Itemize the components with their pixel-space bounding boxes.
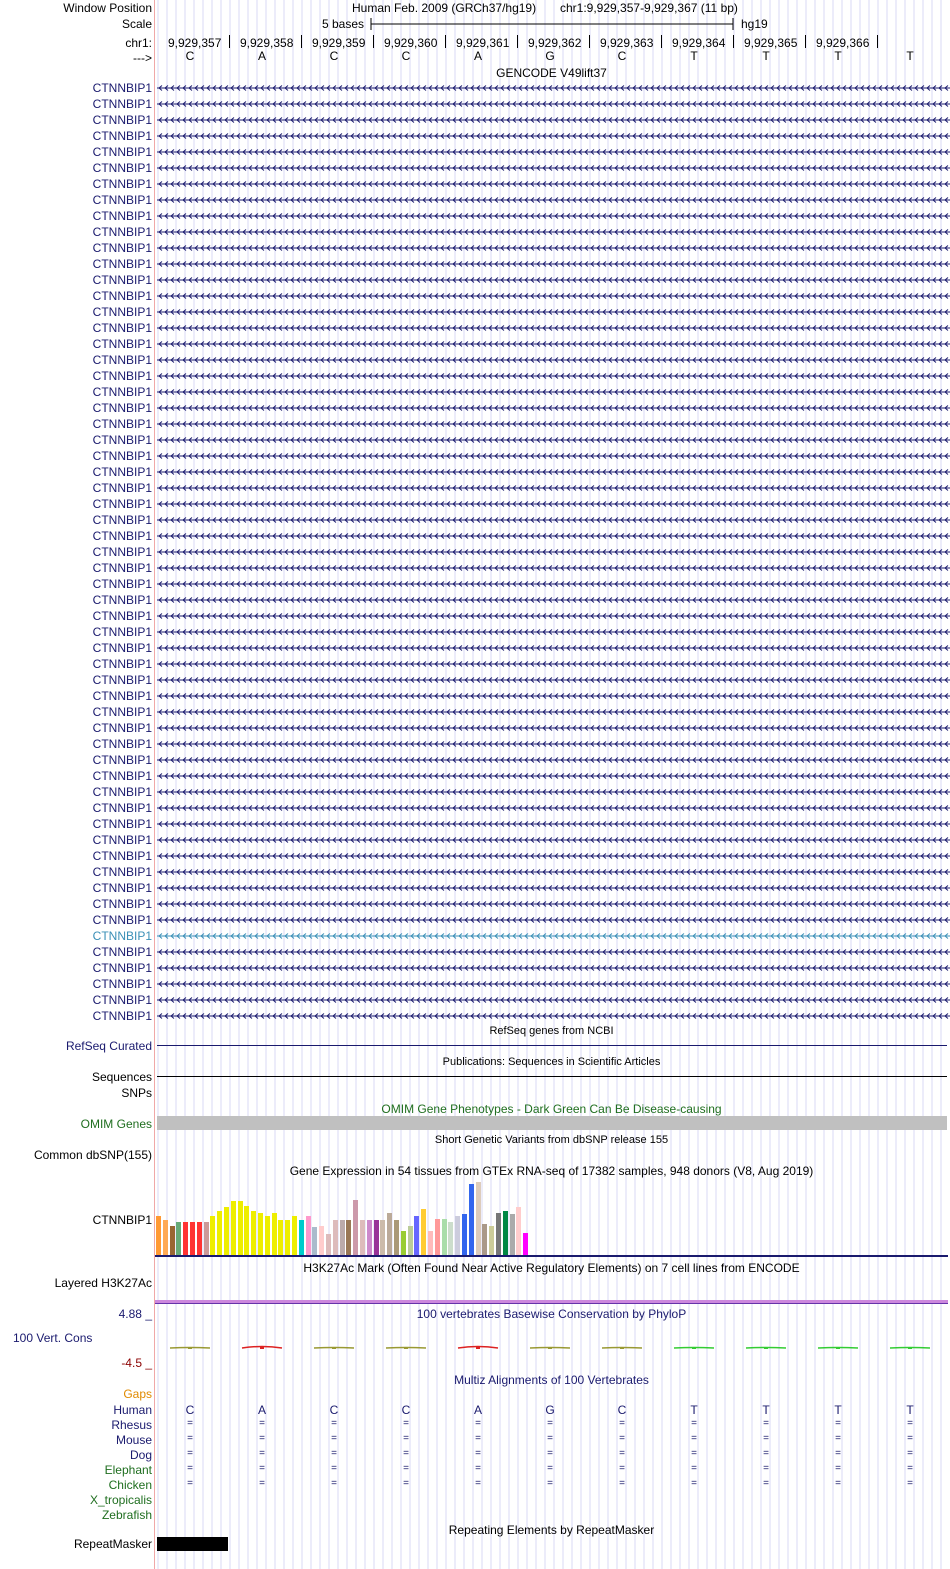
ruler-tick-mark — [661, 35, 662, 48]
gtex-tissue-bar[interactable] — [333, 1220, 338, 1256]
multiz-match-symbol: = — [763, 1478, 769, 1489]
gtex-tissue-bar[interactable] — [224, 1207, 229, 1256]
reference-base: T — [906, 49, 914, 63]
multiz-species-label[interactable]: Dog — [129, 1448, 152, 1462]
gtex-tissue-bar[interactable] — [360, 1220, 365, 1256]
dbsnp-label[interactable]: Common dbSNP(155) — [33, 1148, 152, 1162]
gencode-transcript-label[interactable]: CTNNBIP1 — [92, 145, 152, 159]
gtex-tissue-bar[interactable] — [176, 1222, 181, 1256]
gencode-transcript-label[interactable]: CTNNBIP1 — [92, 961, 152, 975]
gencode-transcript-label[interactable]: CTNNBIP1 — [92, 273, 152, 287]
gencode-transcript-label[interactable]: CTNNBIP1 — [92, 977, 152, 991]
reference-base: G — [545, 49, 555, 63]
phylop-min: -4.5 _ — [121, 1356, 152, 1370]
gtex-track-title: Gene Expression in 54 tissues from GTEx RNA-seq of 17382 samples, 948 donors (V8, Aug 2019) — [289, 1164, 814, 1178]
multiz-species-label[interactable]: Rhesus — [111, 1418, 152, 1432]
gtex-tissue-bar[interactable] — [163, 1220, 168, 1256]
gencode-transcript-label[interactable]: CTNNBIP1 — [92, 913, 152, 927]
publications-snps-label[interactable]: SNPs — [121, 1086, 152, 1100]
publications-track-title: Publications: Sequences in Scientific Articles — [442, 1056, 661, 1068]
multiz-match-symbol: = — [619, 1418, 625, 1429]
gencode-transcript-label[interactable]: CTNNBIP1 — [92, 81, 152, 95]
multiz-match-symbol: = — [907, 1433, 913, 1444]
gtex-tissue-bar[interactable] — [306, 1216, 311, 1256]
multiz-match-symbol: = — [331, 1463, 337, 1474]
multiz-track-title: Multiz Alignments of 100 Vertebrates — [454, 1373, 649, 1387]
multiz-match-symbol: = — [907, 1448, 913, 1459]
multiz-human-base: T — [834, 1403, 842, 1417]
multiz-gaps-label: Gaps — [123, 1387, 152, 1401]
gtex-tissue-bar[interactable] — [258, 1213, 263, 1256]
gencode-transcript-label[interactable]: CTNNBIP1 — [92, 241, 152, 255]
phylop-track-title: 100 vertebrates Basewise Conservation by PhyloP — [416, 1307, 687, 1321]
gencode-transcript-label[interactable]: CTNNBIP1 — [92, 289, 152, 303]
gencode-transcript-label[interactable]: CTNNBIP1 — [92, 417, 152, 431]
ruler-tick-mark — [301, 35, 302, 48]
gencode-transcript-label[interactable]: CTNNBIP1 — [92, 529, 152, 543]
multiz-match-symbol: = — [259, 1448, 265, 1459]
phylop-base-marker — [548, 1347, 552, 1349]
ruler-tick-label: 9,929,361 — [456, 36, 510, 50]
gencode-transcript-label[interactable]: CTNNBIP1 — [92, 785, 152, 799]
multiz-match-symbol: = — [691, 1433, 697, 1444]
multiz-match-symbol: = — [547, 1448, 553, 1459]
gtex-tissue-bar[interactable] — [414, 1216, 419, 1256]
multiz-match-symbol: = — [619, 1448, 625, 1459]
gencode-transcript-label[interactable]: CTNNBIP1 — [92, 385, 152, 399]
gtex-tissue-bar[interactable] — [340, 1220, 345, 1256]
multiz-match-symbol: = — [763, 1463, 769, 1474]
ruler-tick-label: 9,929,359 — [312, 36, 366, 50]
multiz-match-symbol: = — [331, 1418, 337, 1429]
phylop-base-marker — [620, 1347, 624, 1349]
multiz-match-symbol: = — [835, 1463, 841, 1474]
gtex-tissue-bar[interactable] — [272, 1213, 277, 1256]
gtex-tissue-bar[interactable] — [278, 1220, 283, 1256]
multiz-match-symbol: = — [547, 1433, 553, 1444]
gencode-transcript-label[interactable]: CTNNBIP1 — [92, 769, 152, 783]
ruler-tick-label: 9,929,363 — [600, 36, 654, 50]
reference-base: C — [617, 49, 627, 63]
ruler-tick-mark — [373, 35, 374, 48]
gencode-transcript-label[interactable]: CTNNBIP1 — [92, 369, 152, 383]
multiz-match-symbol: = — [835, 1433, 841, 1444]
scale-bar — [368, 16, 738, 32]
multiz-match-symbol: = — [403, 1478, 409, 1489]
phylop-signal[interactable] — [155, 1320, 950, 1370]
ruler-tick-label: 9,929,365 — [744, 36, 798, 50]
multiz-match-symbol: = — [259, 1463, 265, 1474]
multiz-human-base: G — [545, 1403, 555, 1417]
gtex-tissue-bar[interactable] — [156, 1216, 161, 1256]
phylop-base-marker — [764, 1347, 768, 1349]
reference-base: T — [690, 49, 698, 63]
gencode-transcript-label[interactable]: CTNNBIP1 — [92, 209, 152, 223]
gtex-tissue-bar[interactable] — [170, 1226, 175, 1256]
gencode-transcript-label[interactable]: CTNNBIP1 — [92, 657, 152, 671]
ruler-tick-mark — [589, 35, 590, 48]
multiz-match-symbol: = — [763, 1448, 769, 1459]
multiz-match-symbol: = — [331, 1433, 337, 1444]
multiz-human-base: T — [690, 1403, 698, 1417]
gtex-expression-chart[interactable] — [155, 1180, 555, 1256]
gtex-tissue-bar[interactable] — [428, 1231, 433, 1256]
multiz-match-symbol: = — [907, 1463, 913, 1474]
multiz-match-symbol: = — [475, 1463, 481, 1474]
gencode-transcript-label[interactable]: CTNNBIP1 — [92, 817, 152, 831]
ruler-tick-label: 9,929,366 — [816, 36, 870, 50]
multiz-human-base: C — [401, 1403, 411, 1417]
phylop-base-marker — [692, 1347, 696, 1349]
ruler-tick-mark — [733, 35, 734, 48]
gencode-transcript-label[interactable]: CTNNBIP1 — [92, 177, 152, 191]
gtex-tissue-bar[interactable] — [510, 1214, 515, 1256]
gencode-transcript-label[interactable]: CTNNBIP1 — [92, 193, 152, 207]
multiz-species-label[interactable]: X_tropicalis — [89, 1493, 152, 1507]
omim-gene-bar[interactable] — [157, 1116, 947, 1130]
gencode-transcript-label[interactable]: CTNNBIP1 — [92, 305, 152, 319]
repeatmasker-track-title: Repeating Elements by RepeatMasker — [448, 1523, 655, 1537]
gencode-transcript-label[interactable]: CTNNBIP1 — [92, 897, 152, 911]
strand-label: ---> — [133, 51, 152, 65]
refseq-track-title: RefSeq genes from NCBI — [489, 1025, 614, 1037]
multiz-human-base: C — [329, 1403, 339, 1417]
gencode-transcripts[interactable] — [155, 80, 950, 1026]
gtex-gene-line — [155, 1255, 948, 1257]
phylop-base-marker — [260, 1347, 264, 1349]
gencode-transcript-label[interactable]: CTNNBIP1 — [92, 465, 152, 479]
phylop-base-marker — [188, 1347, 192, 1349]
gencode-transcript-label[interactable]: CTNNBIP1 — [92, 113, 152, 127]
multiz-species-label[interactable]: Elephant — [104, 1463, 152, 1477]
gencode-transcript-label[interactable]: CTNNBIP1 — [92, 993, 152, 1007]
multiz-match-symbol: = — [259, 1433, 265, 1444]
gencode-transcript-label[interactable]: CTNNBIP1 — [92, 577, 152, 591]
multiz-species-label[interactable]: Human — [113, 1403, 152, 1417]
multiz-match-symbol: = — [403, 1448, 409, 1459]
gencode-transcript-label[interactable]: CTNNBIP1 — [92, 721, 152, 735]
gtex-tissue-bar[interactable] — [210, 1216, 215, 1256]
multiz-species-label[interactable]: Chicken — [108, 1478, 152, 1492]
multiz-match-symbol: = — [619, 1433, 625, 1444]
gtex-tissue-bar[interactable] — [231, 1201, 236, 1256]
gencode-transcript-label[interactable]: CTNNBIP1 — [92, 737, 152, 751]
gencode-transcript-label[interactable]: CTNNBIP1 — [92, 641, 152, 655]
gencode-transcript-label[interactable]: CTNNBIP1 — [92, 433, 152, 447]
multiz-match-symbol: = — [835, 1418, 841, 1429]
gtex-tissue-bar[interactable] — [197, 1222, 202, 1256]
gtex-tissue-bar[interactable] — [238, 1201, 243, 1256]
gencode-transcript-label[interactable]: CTNNBIP1 — [92, 481, 152, 495]
multiz-match-symbol: = — [619, 1478, 625, 1489]
gtex-tissue-bar[interactable] — [489, 1226, 494, 1256]
multiz-match-symbol: = — [331, 1448, 337, 1459]
phylop-max: 4.88 _ — [118, 1307, 152, 1321]
gtex-tissue-bar[interactable] — [476, 1182, 481, 1256]
gtex-tissue-bar[interactable] — [265, 1216, 270, 1256]
gencode-transcript-label[interactable]: CTNNBIP1 — [92, 257, 152, 271]
gtex-tissue-bar[interactable] — [496, 1213, 501, 1256]
gtex-tissue-bar[interactable] — [448, 1222, 453, 1256]
multiz-match-symbol: = — [403, 1433, 409, 1444]
phylop-base-marker — [404, 1347, 408, 1349]
repeatmasker-element[interactable] — [157, 1537, 228, 1551]
multiz-match-symbol: = — [475, 1448, 481, 1459]
dbsnp-track-title: Short Genetic Variants from dbSNP release 155 — [434, 1134, 669, 1146]
gtex-tissue-bar[interactable] — [380, 1220, 385, 1256]
multiz-match-symbol: = — [187, 1418, 193, 1429]
gtex-tissue-bar[interactable] — [299, 1220, 304, 1256]
position-text[interactable]: chr1:9,929,357-9,929,367 (11 bp) — [560, 1, 738, 15]
multiz-match-symbol: = — [403, 1463, 409, 1474]
gencode-transcript-label[interactable]: CTNNBIP1 — [92, 225, 152, 239]
multiz-match-symbol: = — [187, 1448, 193, 1459]
multiz-match-symbol: = — [691, 1463, 697, 1474]
gencode-transcript-label[interactable]: CTNNBIP1 — [92, 449, 152, 463]
multiz-match-symbol: = — [475, 1418, 481, 1429]
multiz-match-symbol: = — [619, 1463, 625, 1474]
multiz-match-symbol: = — [331, 1478, 337, 1489]
gencode-transcript-label[interactable]: CTNNBIP1 — [92, 849, 152, 863]
gtex-tissue-bar[interactable] — [482, 1224, 487, 1256]
gtex-tissue-bar[interactable] — [435, 1219, 440, 1256]
ruler-tick-mark — [229, 35, 230, 48]
gtex-tissue-bar[interactable] — [455, 1216, 460, 1256]
omim-label[interactable]: OMIM Genes — [80, 1117, 152, 1131]
gencode-transcript-label[interactable]: CTNNBIP1 — [92, 689, 152, 703]
gtex-tissue-bar[interactable] — [217, 1211, 222, 1256]
h3k27ac-label[interactable]: Layered H3K27Ac — [54, 1276, 152, 1290]
gencode-transcript-label[interactable]: CTNNBIP1 — [92, 1009, 152, 1023]
ruler-tick-label: 9,929,364 — [672, 36, 726, 50]
gencode-transcript-label[interactable]: CTNNBIP1 — [92, 401, 152, 415]
ruler-tick-mark — [877, 35, 878, 48]
multiz-human-base: A — [257, 1403, 266, 1417]
gtex-tissue-bar[interactable] — [346, 1220, 351, 1256]
gtex-tissue-bar[interactable] — [204, 1222, 209, 1256]
publications-sequences-label[interactable]: Sequences — [91, 1070, 152, 1084]
gencode-transcript-label[interactable]: CTNNBIP1 — [92, 337, 152, 351]
gtex-tissue-bar[interactable] — [244, 1206, 249, 1256]
gencode-transcript-label[interactable]: CTNNBIP1 — [92, 753, 152, 767]
phylop-base-marker — [332, 1347, 336, 1349]
multiz-match-symbol: = — [547, 1463, 553, 1474]
h3k27ac-track-title: H3K27Ac Mark (Often Found Near Active Regulatory Elements) on 7 cell lines from ENCODE — [303, 1261, 800, 1275]
gencode-transcript-label[interactable]: CTNNBIP1 — [92, 593, 152, 607]
gencode-transcript-label[interactable]: CTNNBIP1 — [92, 801, 152, 815]
gtex-tissue-bar[interactable] — [503, 1211, 508, 1256]
gtex-tissue-bar[interactable] — [421, 1209, 426, 1256]
gencode-transcript-label[interactable]: CTNNBIP1 — [92, 561, 152, 575]
gtex-tissue-bar[interactable] — [190, 1222, 195, 1256]
multiz-human-base: T — [906, 1403, 914, 1417]
gencode-transcript-label[interactable]: CTNNBIP1 — [92, 705, 152, 719]
multiz-match-symbol: = — [187, 1478, 193, 1489]
gtex-tissue-bar[interactable] — [442, 1219, 447, 1256]
gtex-tissue-bar[interactable] — [319, 1226, 324, 1256]
gtex-tissue-bar[interactable] — [394, 1220, 399, 1256]
multiz-match-symbol: = — [547, 1478, 553, 1489]
multiz-match-symbol: = — [475, 1433, 481, 1444]
ruler-tick-mark — [805, 35, 806, 48]
gencode-transcript-label[interactable]: CTNNBIP1 — [92, 609, 152, 623]
gencode-transcript-label[interactable]: CTNNBIP1 — [92, 497, 152, 511]
multiz-match-symbol: = — [187, 1433, 193, 1444]
gtex-tissue-bar[interactable] — [292, 1216, 297, 1256]
multiz-species-label[interactable]: Zebrafish — [101, 1508, 152, 1522]
multiz-match-symbol: = — [835, 1448, 841, 1459]
reference-base: C — [185, 49, 195, 63]
gtex-tissue-bar[interactable] — [387, 1213, 392, 1256]
scale-db: hg19 — [741, 17, 768, 31]
multiz-match-symbol: = — [907, 1418, 913, 1429]
gtex-tissue-bar[interactable] — [516, 1207, 521, 1256]
multiz-match-symbol: = — [763, 1433, 769, 1444]
gencode-track-title: GENCODE V49lift37 — [496, 66, 607, 80]
assembly-text: Human Feb. 2009 (GRCh37/hg19) — [352, 1, 537, 15]
multiz-match-symbol: = — [403, 1418, 409, 1429]
gtex-tissue-bar[interactable] — [523, 1233, 528, 1256]
multiz-match-symbol: = — [763, 1418, 769, 1429]
gtex-tissue-bar[interactable] — [251, 1211, 256, 1256]
ruler-tick-label: 9,929,360 — [384, 36, 438, 50]
refseq-gene-line[interactable] — [157, 1045, 947, 1046]
gencode-transcript-label[interactable]: CTNNBIP1 — [92, 161, 152, 175]
phylop-base-marker — [836, 1347, 840, 1349]
gtex-tissue-bar[interactable] — [326, 1234, 331, 1256]
ruler-tick-label: 9,929,362 — [528, 36, 582, 50]
multiz-match-symbol: = — [907, 1478, 913, 1489]
reference-base: A — [257, 49, 266, 63]
multiz-human-base: T — [762, 1403, 770, 1417]
gencode-transcript-label[interactable]: CTNNBIP1 — [92, 545, 152, 559]
gencode-transcript-label[interactable]: CTNNBIP1 — [92, 97, 152, 111]
reference-base: T — [762, 49, 770, 63]
multiz-match-symbol: = — [475, 1478, 481, 1489]
h3k27ac-baseline — [155, 1303, 948, 1304]
gtex-tissue-bar[interactable] — [408, 1226, 413, 1256]
multiz-human-base: C — [185, 1403, 195, 1417]
publications-line[interactable] — [157, 1076, 947, 1077]
repeatmasker-label[interactable]: RepeatMasker — [73, 1537, 152, 1551]
chrom-label: chr1: — [125, 36, 152, 50]
gtex-tissue-bar[interactable] — [183, 1222, 188, 1256]
multiz-match-symbol: = — [547, 1418, 553, 1429]
scale-text: 5 bases — [322, 17, 365, 31]
gtex-tissue-bar[interactable] — [312, 1227, 317, 1256]
multiz-match-symbol: = — [691, 1418, 697, 1429]
multiz-match-symbol: = — [691, 1448, 697, 1459]
multiz-match-symbol: = — [259, 1418, 265, 1429]
gtex-tissue-bar[interactable] — [285, 1220, 290, 1256]
window-position-label: Window Position — [63, 1, 152, 15]
phylop-base-marker — [908, 1347, 912, 1349]
reference-base: T — [834, 49, 842, 63]
gencode-transcript-label[interactable]: CTNNBIP1 — [92, 881, 152, 895]
gtex-tissue-bar[interactable] — [353, 1200, 358, 1256]
phylop-label[interactable]: 100 Vert. Cons — [13, 1331, 93, 1345]
gtex-label[interactable]: CTNNBIP1 — [92, 1213, 152, 1227]
gencode-transcript-label[interactable]: CTNNBIP1 — [92, 865, 152, 879]
multiz-match-symbol: = — [259, 1478, 265, 1489]
gencode-transcript-label[interactable]: CTNNBIP1 — [92, 129, 152, 143]
reference-base: C — [401, 49, 411, 63]
gencode-transcript-label[interactable]: CTNNBIP1 — [92, 673, 152, 687]
reference-base: A — [473, 49, 482, 63]
refseq-label[interactable]: RefSeq Curated — [65, 1039, 152, 1053]
gencode-transcript-label[interactable]: CTNNBIP1 — [92, 945, 152, 959]
ruler-tick-mark — [517, 35, 518, 48]
multiz-match-symbol: = — [691, 1478, 697, 1489]
multiz-human-base: A — [473, 1403, 482, 1417]
gencode-transcript-label[interactable]: CTNNBIP1 — [92, 929, 152, 943]
multiz-match-symbol: = — [835, 1478, 841, 1489]
gencode-transcript-label[interactable]: CTNNBIP1 — [92, 513, 152, 527]
phylop-base-marker — [476, 1347, 480, 1349]
multiz-species-label[interactable]: Mouse — [115, 1433, 152, 1447]
scale-label: Scale — [121, 17, 152, 31]
ruler-tick-mark — [445, 35, 446, 48]
gtex-tissue-bar[interactable] — [401, 1231, 406, 1256]
multiz-human-base: C — [617, 1403, 627, 1417]
multiz-match-symbol: = — [187, 1463, 193, 1474]
gtex-tissue-bar[interactable] — [462, 1214, 467, 1256]
omim-track-title: OMIM Gene Phenotypes - Dark Green Can Be Disease-causing — [381, 1102, 722, 1116]
gencode-transcript-label[interactable]: CTNNBIP1 — [92, 321, 152, 335]
ruler-tick-label: 9,929,357 — [168, 36, 222, 50]
gtex-tissue-bar[interactable] — [374, 1220, 379, 1256]
gencode-transcript-label[interactable]: CTNNBIP1 — [92, 353, 152, 367]
reference-base: C — [329, 49, 339, 63]
gtex-tissue-bar[interactable] — [469, 1184, 474, 1256]
gencode-transcript-label[interactable]: CTNNBIP1 — [92, 625, 152, 639]
ruler-tick-label: 9,929,358 — [240, 36, 294, 50]
gencode-transcript-label[interactable]: CTNNBIP1 — [92, 833, 152, 847]
gtex-tissue-bar[interactable] — [367, 1220, 372, 1256]
